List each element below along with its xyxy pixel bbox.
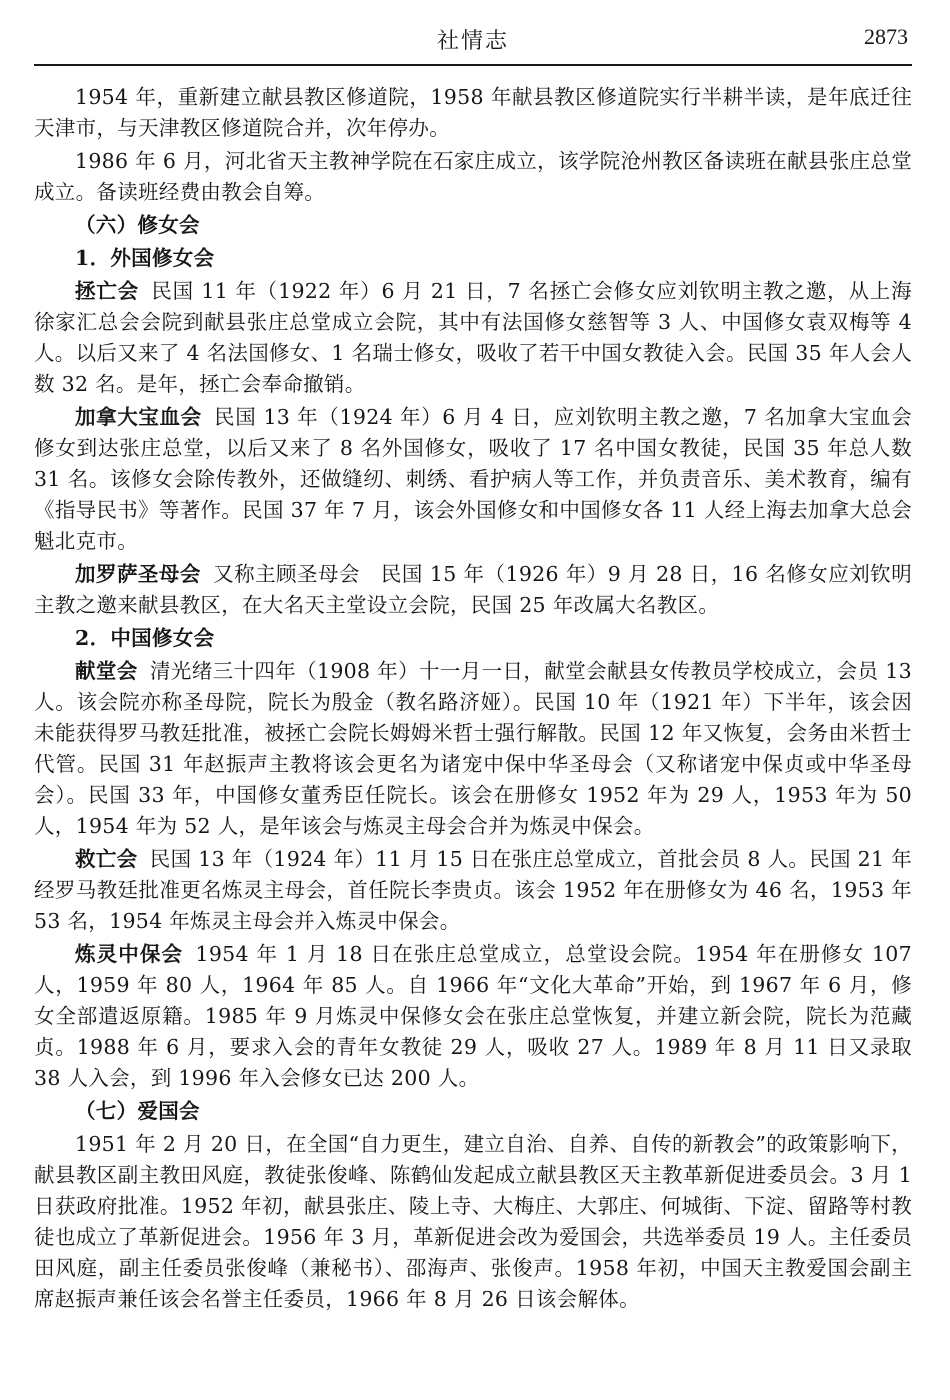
section-heading: （六）修女会 [75,213,200,237]
subsection-heading: 2．中国修女会 [75,626,215,650]
section-heading: （七）爱国会 [75,1099,200,1123]
running-title: 社情志 [436,29,509,54]
entry-term: 献堂会 [75,659,138,683]
entry-term: 加拿大宝血会 [75,405,202,429]
entry-paragraph: 拯亡会 民国 11 年（1922 年）6 月 21 日，7 名拯亡会修女应刘钦明主教之邀，从上海徐家汇总会会院到献县张庄总堂成立会院，其中有法国修女慈智等 3 人、中国修女袁双梅等 4 人。以后又来了 4 名法国修女、1 名瑞士修女，吸收了若干中国女教徒入会。民国 35 年人会人数 32 名。是年，拯亡会奉命撤销。 [34,279,912,396]
entry-term: 救亡会 [75,847,138,871]
entry-term: 拯亡会 [75,279,140,303]
entry-paragraph: 炼灵中保会 1954 年 1 月 18 日在张庄总堂成立，总堂设会院。1954 年在册修女 107 人，1959 年 80 人，1964 年 85 人。自 1966 年“文化大革命”开始，到 1967 年 6 月，修女全部遣返原籍。1985 年 9 月炼灵中保修女会在张庄总堂恢复，并建立新会院，院长为范藏贞。1988 年 6 月，要求入会的青年女教徒 29 人，吸收 27 人。1989 年 8 月 11 日又录取 38 人入会，到 1996 年入会修女已达 200 人。 [34,942,912,1090]
entry-paragraph: 加罗萨圣母会 又称主顾圣母会 民国 15 年（1926 年）9 月 28 日，16 名修女应刘钦明主教之邀来献县教区，在大名天主堂设立会院，民国 25 年改属大名教区。 [34,562,912,617]
page-number: 2873 [864,24,908,49]
entry-term: 加罗萨圣母会 [75,562,201,586]
entry-term: 炼灵中保会 [75,942,184,966]
paragraph: 1954 年，重新建立献县教区修道院，1958 年献县教区修道院实行半耕半读，是年底迁往天津市，与天津教区修道院合并，次年停办。 [34,85,912,140]
paragraph: 1986 年 6 月，河北省天主教神学院在石家庄成立，该学院沧州教区备读班在献县张庄总堂成立。备读班经费由教会自筹。 [34,149,912,204]
paragraph: 1951 年 2 月 20 日，在全国“自力更生，建立自治、自养、自传的新教会”的政策影响下，献县教区副主教田风庭，教徒张俊峰、陈鹤仙发起成立献县教区天主教革新促进委员会。3 月 1 日获政府批准。1952 年初，献县张庄、陵上寺、大梅庄、大郭庄、何城街、下淀、留路等村教徒也成立了革新促进会。1956 年 3 月，革新促进会改为爱国会，共选举委员 19 人。主任委员田风庭，副主任委员张俊峰（兼秘书）、邵海声、张俊声。1958 年初，中国天主教爱国会副主席赵振声兼任该会名誉主任委员，1966 年 8 月 26 日该会解体。 [34,1132,912,1311]
entry-paragraph: 救亡会 民国 13 年（1924 年）11 月 15 日在张庄总堂成立，首批会员 8 人。民国 21 年经罗马教廷批准更名炼灵主母会，首任院长李贵贞。该会 1952 年在册修女为 46 名，1953 年 53 名，1954 年炼灵主母会并入炼灵中保会。 [34,847,912,933]
entry-paragraph: 献堂会 清光绪三十四年（1908 年）十一月一日，献堂会献县女传教员学校成立，会员 13 人。该会院亦称圣母院，院长为殷金（教名路济娅）。民国 10 年（1921 年）下半年，该会因未能获得罗马教廷批准，被拯亡会院长姆姆米哲士强行解散。民国 12 年又恢复，会务由米哲士代管。民国 31 年赵振声主教将该会更名为诸宠中保中华圣母会（又称诸宠中保贞或中华圣母会）。民国 33 年，中国修女董秀臣任院长。该会在册修女 1952 年为 29 人，1953 年为 50 人，1954 年为 52 人，是年该会与炼灵主母会合并为炼灵中保会。 [34,659,912,838]
running-header [34,0,912,66]
entry-paragraph: 加拿大宝血会 民国 13 年（1924 年）6 月 4 日，应刘钦明主教之邀，7 名加拿大宝血会修女到达张庄总堂，以后又来了 8 名外国修女，吸收了 17 名中国女教徒，民国 35 年总人数 31 名。该修女会除传教外，还做缝纫、刺绣、看护病人等工作，并负责音乐、美术教育，编有《指导民书》等著作。民国 37 年 7 月，该会外国修女和中国修女各 11 人经上海去加拿大总会魁北克市。 [34,405,912,553]
subsection-heading: 1．外国修女会 [75,246,215,270]
body-text [34,66,912,1315]
